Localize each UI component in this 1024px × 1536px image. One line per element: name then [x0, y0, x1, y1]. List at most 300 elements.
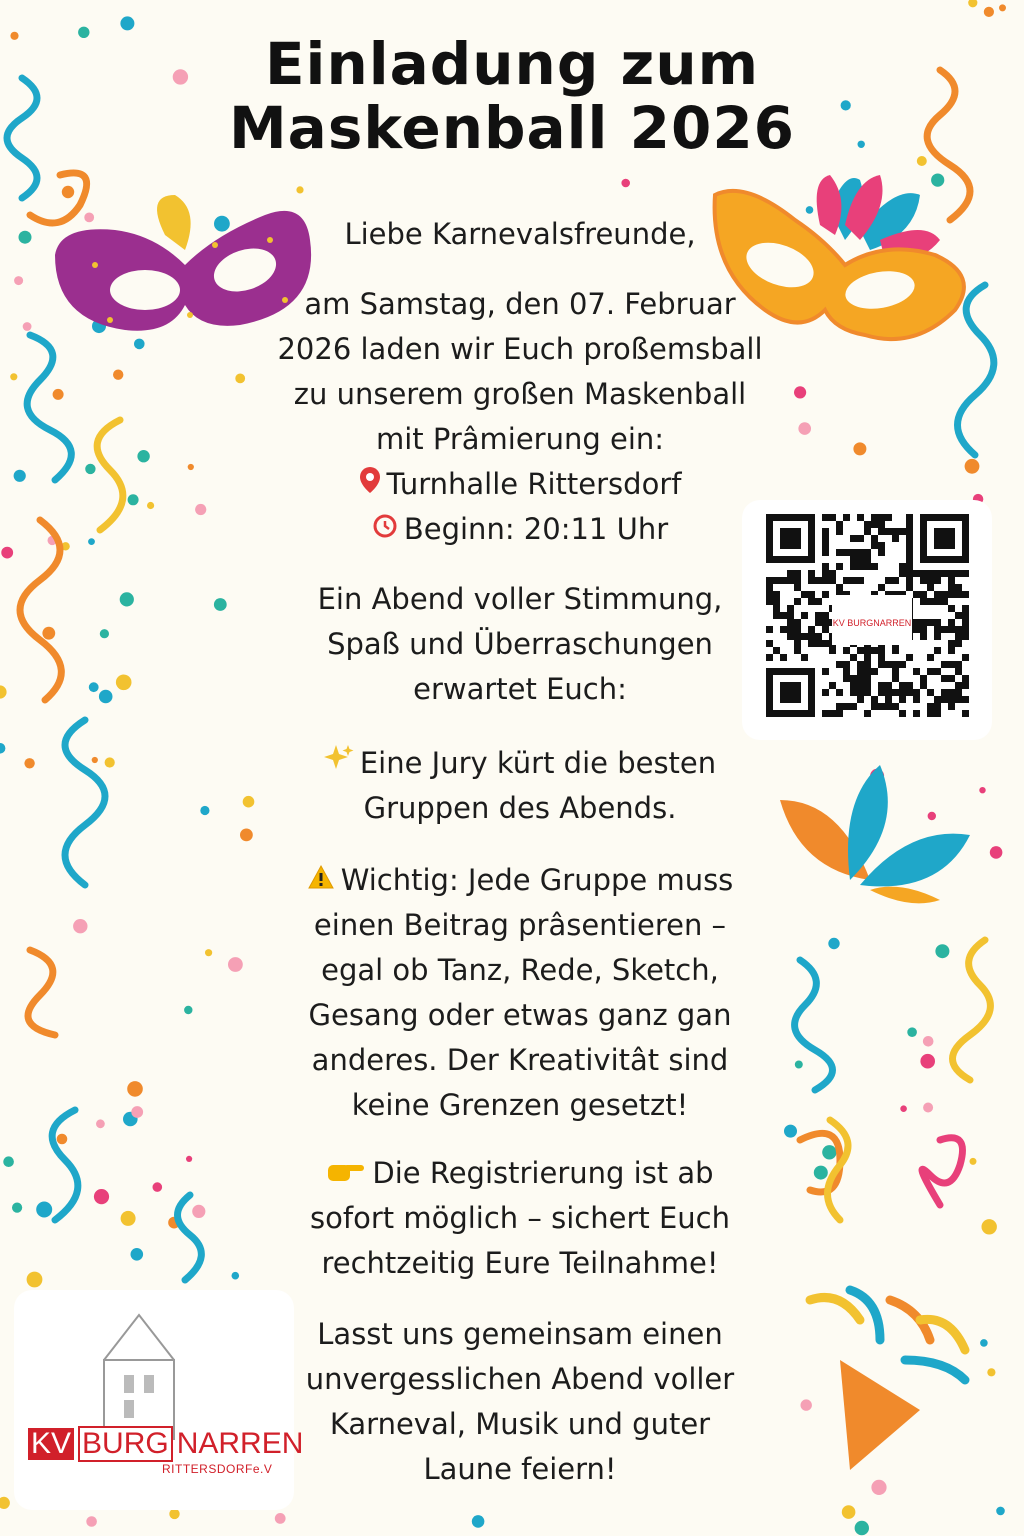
qr-module — [899, 689, 906, 696]
greeting — [270, 212, 770, 257]
qr-module — [948, 696, 955, 703]
qr-module — [801, 654, 808, 661]
sparkles-icon — [324, 743, 354, 773]
qr-module — [822, 535, 829, 542]
qr-module — [948, 570, 955, 577]
qr-module — [906, 556, 913, 563]
intro-paragraph — [270, 282, 770, 552]
qr-module — [962, 710, 969, 717]
qr-module — [892, 528, 899, 535]
qr-module — [948, 577, 955, 584]
qr-module — [934, 598, 941, 605]
qr-module — [962, 570, 969, 577]
qr-module — [920, 619, 927, 626]
qr-module — [941, 591, 948, 598]
qr-module — [962, 675, 969, 682]
qr-module — [962, 696, 969, 703]
confetti-dot — [94, 1189, 109, 1204]
qr-module — [941, 626, 948, 633]
confetti-dot — [85, 464, 95, 474]
clock-icon — [372, 513, 398, 539]
qr-module — [822, 563, 829, 570]
qr-module — [808, 626, 815, 633]
qr-module — [815, 633, 822, 640]
qr-module — [822, 570, 829, 577]
qr-module — [906, 521, 913, 528]
qr-module — [878, 661, 885, 668]
qr-module — [808, 577, 815, 584]
confetti-dot — [970, 1158, 977, 1165]
confetti-dot — [0, 685, 7, 698]
confetti-dot — [116, 675, 132, 691]
qr-module — [857, 577, 864, 584]
confetti-dot — [3, 1156, 14, 1167]
evening-line: Ein Abend voller Stimmung, — [317, 582, 723, 616]
qr-module — [948, 619, 955, 626]
qr-module — [822, 626, 829, 633]
closing-line: unvergesslichen Abend voller — [305, 1362, 735, 1396]
qr-module — [927, 619, 934, 626]
qr-module — [955, 584, 962, 591]
qr-module — [934, 570, 941, 577]
confetti-dot — [23, 322, 32, 331]
qr-module — [892, 703, 899, 710]
important-line: einen Beitrag prâsentieren – — [313, 908, 727, 942]
qr-code[interactable] — [742, 500, 992, 740]
confetti-dot — [795, 1061, 803, 1069]
intro-line: am Samstag, den 07. Februar — [304, 287, 736, 321]
important-line: egal ob Tanz, Rede, Sketch, — [321, 953, 719, 987]
qr-module — [878, 542, 885, 549]
qr-module — [857, 647, 864, 654]
registration-line: sofort möglich – sichert Euch — [310, 1201, 730, 1235]
important-line: Gesang oder etwas ganz gan — [308, 998, 732, 1032]
qr-module — [955, 633, 962, 640]
qr-module — [850, 556, 857, 563]
qr-module — [822, 549, 829, 556]
qr-module — [948, 626, 955, 633]
confetti-dot — [621, 179, 630, 188]
qr-module — [955, 626, 962, 633]
qr-module — [857, 661, 864, 668]
qr-module — [822, 542, 829, 549]
confetti-dot — [982, 1219, 997, 1234]
qr-module — [920, 591, 927, 598]
qr-module — [913, 619, 920, 626]
confetti-dot — [57, 1134, 68, 1145]
qr-module — [885, 689, 892, 696]
important-paragraph — [270, 858, 770, 1128]
qr-module — [850, 689, 857, 696]
qr-module — [913, 710, 920, 717]
qr-module — [920, 570, 927, 577]
important-line: anderes. Der Kreativitât sind — [311, 1043, 729, 1077]
confetti-dot — [296, 186, 303, 193]
streamer — [922, 1138, 963, 1205]
important-line: keine Grenzen gesetzt! — [351, 1088, 689, 1122]
qr-code-icon — [742, 500, 992, 740]
location-line — [270, 462, 770, 507]
confetti-dot — [27, 1272, 43, 1288]
qr-module — [948, 661, 955, 668]
qr-module — [948, 640, 955, 647]
qr-module — [864, 710, 871, 717]
club-logo — [14, 1290, 294, 1510]
jury-paragraph — [270, 741, 770, 831]
qr-module — [962, 605, 969, 612]
confetti-dot — [923, 1103, 933, 1113]
qr-module — [962, 619, 969, 626]
evening-paragraph — [270, 577, 770, 712]
qr-module — [885, 696, 892, 703]
qr-module — [955, 668, 962, 675]
confetti-dot — [86, 1516, 97, 1527]
warning-icon — [307, 864, 335, 890]
logo-burg: BURG — [78, 1426, 173, 1462]
qr-module — [836, 703, 843, 710]
qr-module — [927, 570, 934, 577]
jury-text: Eine Jury kürt die besten — [359, 746, 717, 780]
qr-module — [850, 682, 857, 689]
confetti-dot — [232, 1272, 240, 1280]
qr-module — [906, 535, 913, 542]
qr-module — [913, 626, 920, 633]
qr-module — [850, 549, 857, 556]
qr-module — [836, 710, 843, 717]
confetti-dot — [131, 1248, 144, 1261]
confetti-dot — [907, 1027, 917, 1037]
confetti-dot — [965, 459, 980, 474]
qr-module — [850, 563, 857, 570]
logo-kv: KV — [28, 1428, 74, 1460]
qr-module — [871, 521, 878, 528]
confetti-dot — [801, 1399, 812, 1410]
qr-module — [878, 703, 885, 710]
qr-module — [906, 682, 913, 689]
qr-module — [934, 703, 941, 710]
qr-module — [962, 633, 969, 640]
qr-module — [801, 612, 808, 619]
qr-module — [878, 647, 885, 654]
confetti-dot — [235, 374, 245, 384]
streamer — [28, 950, 55, 1035]
qr-module — [871, 514, 878, 521]
confetti-dot — [822, 1145, 836, 1159]
qr-module — [871, 696, 878, 703]
confetti-dot — [871, 1480, 886, 1495]
qr-module — [948, 647, 955, 654]
qr-module — [892, 535, 899, 542]
qr-module — [927, 703, 934, 710]
qr-module — [899, 528, 906, 535]
qr-module — [955, 591, 962, 598]
qr-module — [913, 696, 920, 703]
qr-module — [955, 696, 962, 703]
qr-module — [780, 528, 801, 549]
qr-module — [822, 612, 829, 619]
qr-module — [780, 612, 787, 619]
qr-module — [815, 640, 822, 647]
qr-module — [864, 675, 871, 682]
logo-subtitle: RITTERSDORFe.V — [162, 1462, 273, 1476]
confetti-dot — [205, 949, 212, 956]
qr-module — [829, 647, 836, 654]
intro-line: zu unserem großen Maskenball — [293, 377, 747, 411]
qr-module — [850, 535, 857, 542]
qr-module — [766, 584, 773, 591]
streamer — [27, 335, 71, 480]
qr-module — [871, 668, 878, 675]
confetti-dot — [928, 812, 936, 820]
qr-module — [857, 535, 864, 542]
qr-module — [864, 668, 871, 675]
qr-module — [801, 633, 808, 640]
qr-module — [871, 703, 878, 710]
streamer — [800, 1133, 840, 1192]
qr-module — [822, 710, 829, 717]
confetti-dot — [128, 494, 139, 505]
qr-module — [822, 640, 829, 647]
confetti-dot — [243, 796, 255, 808]
confetti-dot — [980, 1339, 988, 1347]
confetti-dot — [14, 470, 26, 482]
qr-module — [822, 619, 829, 626]
closing-line: Lasst uns gemeinsam einen — [317, 1317, 723, 1351]
qr-module — [934, 668, 941, 675]
confetti-dot — [96, 1119, 105, 1128]
confetti-dot — [999, 4, 1006, 11]
qr-module — [941, 689, 948, 696]
qr-module — [843, 514, 850, 521]
qr-module — [829, 710, 836, 717]
qr-module — [892, 577, 899, 584]
confetti-dot — [99, 690, 113, 704]
qr-module — [843, 661, 850, 668]
party-popper-icon — [810, 1290, 965, 1470]
qr-module — [857, 675, 864, 682]
confetti-dot — [214, 598, 227, 611]
qr-module — [962, 654, 969, 661]
qr-module — [913, 668, 920, 675]
qr-module — [934, 710, 941, 717]
qr-module — [787, 619, 794, 626]
confetti-dot — [798, 422, 811, 435]
qr-module — [948, 605, 955, 612]
qr-module — [871, 542, 878, 549]
qr-module — [885, 577, 892, 584]
confetti-dot — [842, 1505, 856, 1519]
qr-module — [927, 689, 934, 696]
qr-module — [878, 549, 885, 556]
qr-module — [808, 633, 815, 640]
qr-module — [794, 633, 801, 640]
qr-module — [829, 570, 836, 577]
qr-module — [815, 619, 822, 626]
confetti-dot — [73, 919, 87, 933]
qr-module — [920, 633, 927, 640]
qr-module — [962, 591, 969, 598]
qr-module — [787, 612, 794, 619]
qr-module — [885, 703, 892, 710]
qr-module — [878, 528, 885, 535]
confetti-dot — [0, 1497, 10, 1509]
qr-module — [962, 626, 969, 633]
qr-module — [780, 626, 787, 633]
qr-module — [892, 675, 899, 682]
qr-module — [906, 542, 913, 549]
confetti-dot — [996, 1507, 1005, 1516]
qr-module — [773, 612, 780, 619]
confetti-dot — [984, 7, 994, 17]
qr-module — [920, 577, 927, 584]
qr-module — [962, 682, 969, 689]
qr-module — [864, 549, 871, 556]
confetti-dot — [105, 757, 115, 767]
castle-tower-icon — [14, 1290, 294, 1440]
qr-module — [836, 521, 843, 528]
confetti-dot — [84, 213, 94, 223]
qr-module — [794, 647, 801, 654]
qr-module — [899, 661, 906, 668]
qr-module — [871, 647, 878, 654]
logo-narren: NARREN — [176, 1427, 304, 1460]
qr-module — [885, 682, 892, 689]
qr-module — [843, 703, 850, 710]
qr-module — [892, 661, 899, 668]
qr-module — [934, 577, 941, 584]
qr-center-label: KV BURGNARREN — [832, 618, 912, 628]
qr-module — [822, 591, 829, 598]
qr-module — [864, 528, 871, 535]
qr-module — [787, 605, 794, 612]
confetti-dot — [42, 627, 55, 640]
qr-module — [850, 577, 857, 584]
confetti-dot — [1, 547, 13, 559]
feather-icon — [780, 765, 970, 903]
qr-module — [948, 689, 955, 696]
intro-line: mit Prâmierung ein: — [375, 422, 665, 456]
qr-module — [955, 612, 962, 619]
confetti-dot — [935, 944, 949, 958]
page-title — [0, 32, 1024, 160]
qr-module — [864, 682, 871, 689]
qr-module — [906, 549, 913, 556]
qr-module — [787, 633, 794, 640]
qr-module — [857, 689, 864, 696]
qr-module — [836, 661, 843, 668]
confetti-dot — [120, 592, 134, 606]
qr-module — [773, 591, 780, 598]
qr-module — [899, 710, 906, 717]
qr-module — [794, 577, 801, 584]
confetti-dot — [184, 1006, 192, 1014]
qr-module — [913, 591, 920, 598]
confetti-dot — [134, 339, 145, 350]
qr-module — [878, 689, 885, 696]
qr-module — [934, 619, 941, 626]
jury-line: Gruppen des Abends. — [363, 791, 677, 825]
qr-module — [892, 668, 899, 675]
qr-module — [843, 549, 850, 556]
qr-module — [948, 703, 955, 710]
closing-line: Laune feiern! — [423, 1452, 617, 1486]
confetti-dot — [900, 1105, 907, 1112]
qr-module — [787, 570, 794, 577]
confetti-dot — [19, 231, 32, 244]
qr-module — [773, 598, 780, 605]
confetti-dot — [968, 0, 977, 7]
title-line-1: Einladung zum — [264, 30, 760, 98]
registration-line: rechtzeitig Eure Teilnahme! — [321, 1246, 719, 1280]
qr-module — [871, 535, 878, 542]
qr-module — [857, 549, 864, 556]
qr-module — [843, 668, 850, 675]
streamer — [65, 720, 105, 885]
confetti-dot — [131, 1106, 143, 1118]
qr-module — [766, 598, 773, 605]
qr-module — [766, 654, 773, 661]
qr-module — [892, 689, 899, 696]
qr-module — [906, 570, 913, 577]
qr-module — [962, 612, 969, 619]
confetti-dot — [920, 1054, 935, 1069]
registration-paragraph — [270, 1151, 770, 1286]
qr-module — [906, 528, 913, 535]
qr-module — [773, 577, 780, 584]
qr-module — [836, 528, 843, 535]
qr-module — [927, 710, 934, 717]
important-line — [270, 858, 770, 903]
registration-line — [270, 1151, 770, 1196]
confetti-dot — [195, 504, 206, 515]
qr-module — [829, 577, 836, 584]
qr-module — [787, 626, 794, 633]
qr-module — [871, 563, 878, 570]
evening-line: erwartet Euch: — [413, 672, 627, 706]
qr-module — [766, 591, 773, 598]
confetti-dot — [979, 787, 985, 793]
qr-module — [829, 682, 836, 689]
qr-module — [906, 654, 913, 661]
qr-module — [794, 640, 801, 647]
qr-module — [913, 689, 920, 696]
qr-module — [857, 563, 864, 570]
confetti-dot — [472, 1515, 485, 1528]
qr-module — [878, 682, 885, 689]
qr-module — [815, 598, 822, 605]
confetti-dot — [62, 186, 74, 198]
qr-module — [850, 654, 857, 661]
qr-module — [920, 682, 927, 689]
qr-module — [885, 514, 892, 521]
confetti-dot — [147, 502, 154, 509]
qr-module — [878, 521, 885, 528]
qr-module — [836, 584, 843, 591]
qr-module — [822, 577, 829, 584]
confetti-dot — [100, 629, 109, 638]
qr-module — [822, 689, 829, 696]
qr-module — [934, 591, 941, 598]
confetti-dot — [14, 276, 23, 285]
confetti-dot — [113, 370, 123, 380]
qr-module — [927, 598, 934, 605]
qr-module — [808, 640, 815, 647]
qr-module — [927, 584, 934, 591]
qr-module — [948, 591, 955, 598]
qr-module — [906, 563, 913, 570]
qr-module — [829, 514, 836, 521]
qr-module — [864, 689, 871, 696]
